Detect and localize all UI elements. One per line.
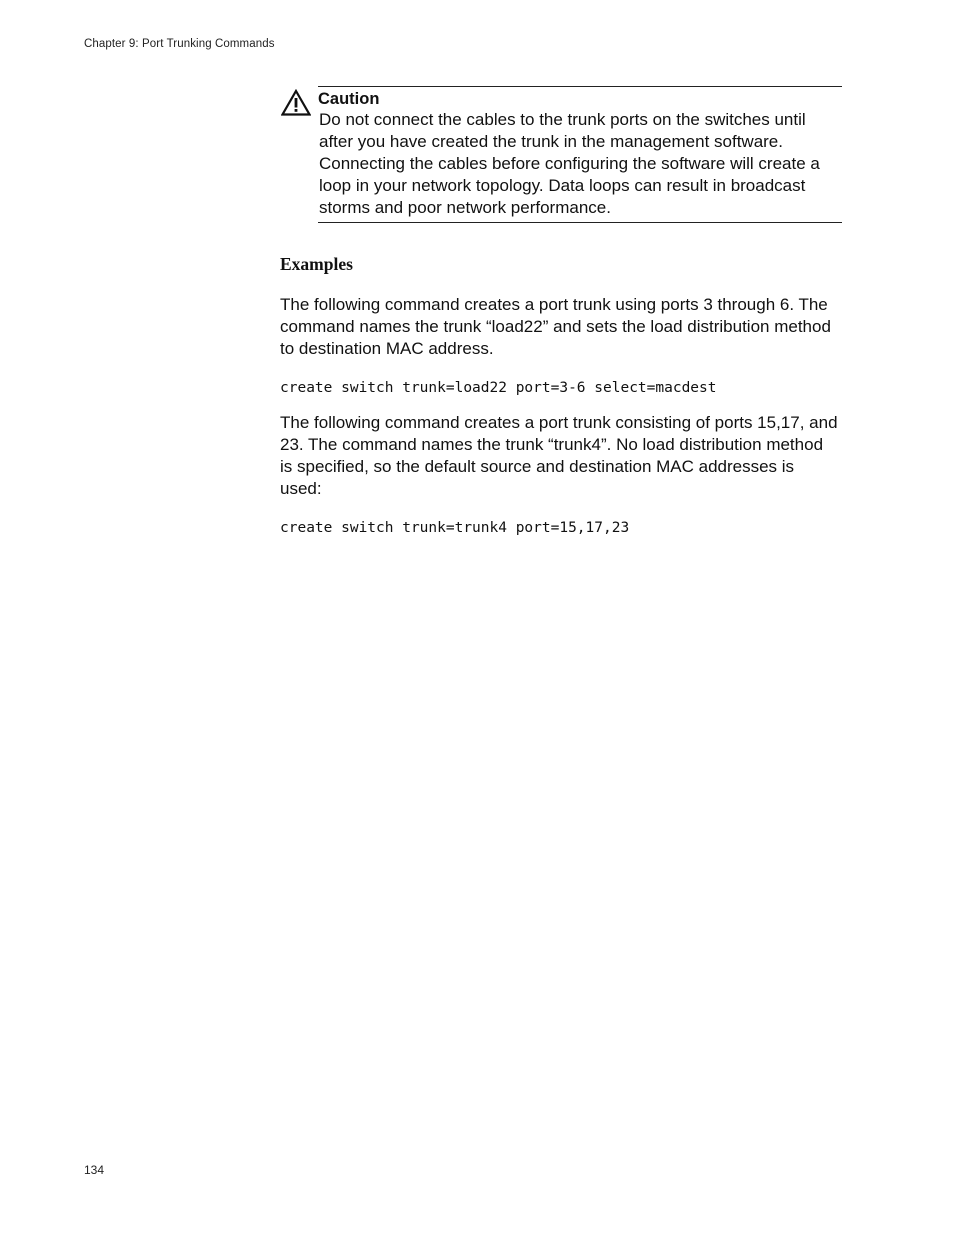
example-paragraph-1: The following command creates a port trunk using ports 3 through 6. The command names the trunk “load22” and sets the load distribution method to destination MAC address.: [280, 295, 831, 358]
examples-heading: Examples: [280, 254, 353, 274]
page-number: 134: [84, 1163, 105, 1177]
command-example-2: create switch trunk=trunk4 port=15,17,23: [280, 520, 630, 536]
example-paragraph-2: The following command creates a port trunk consisting of ports 15,17, and 23. The command names the trunk “trunk4”. No load distribution method is specified, so the default source and destination MAC addresses is used:: [280, 413, 838, 498]
caution-text: Do not connect the cables to the trunk ports on the switches until after you have created the trunk in the management software. Connecting the cables before configuring the software will create a loop in your network topology. Data loops can result in broadcast storms and poor network performance.: [319, 110, 820, 217]
caution-title: Caution: [318, 90, 380, 108]
warning-triangle-icon: [281, 89, 311, 116]
caution-box: [318, 86, 842, 223]
running-header: Chapter 9: Port Trunking Commands: [84, 38, 275, 50]
command-example-1: create switch trunk=load22 port=3-6 select=macdest: [280, 380, 717, 396]
